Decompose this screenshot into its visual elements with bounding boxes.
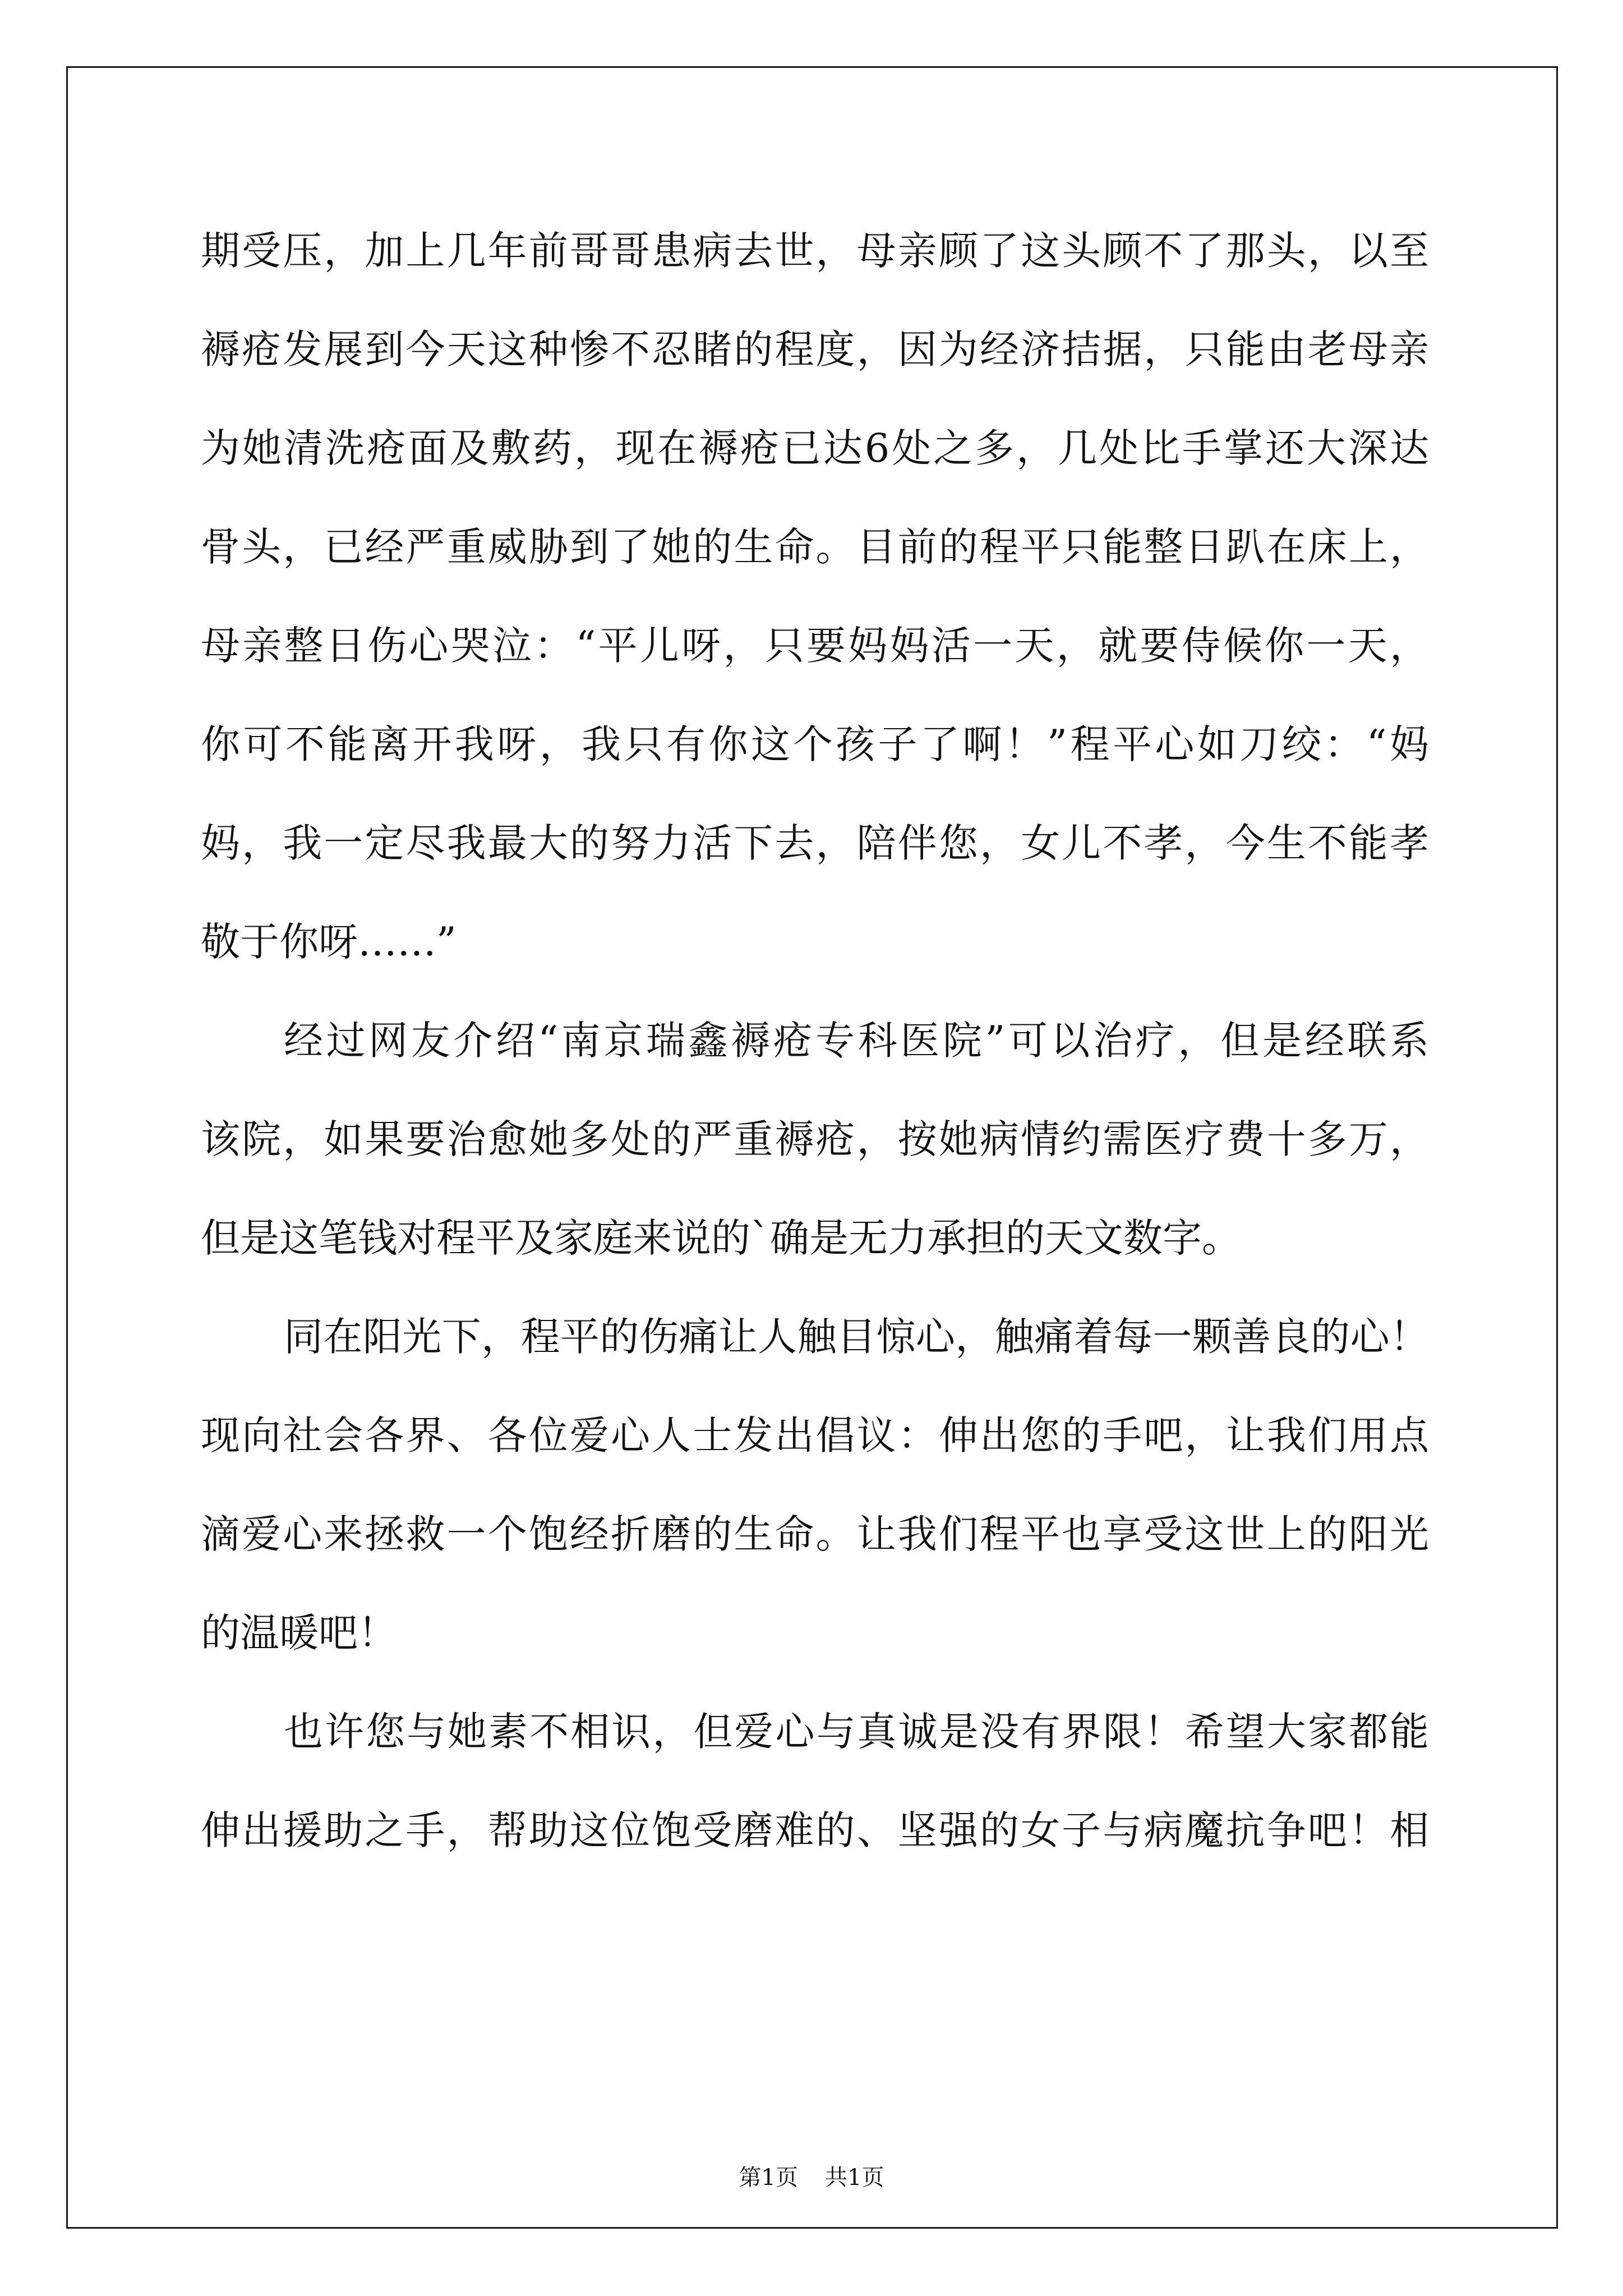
text-line: 滴爱心来拯救一个饱经折磨的生命。让我们程平也享受这世上的阳光: [201, 1511, 1429, 1557]
text-line: 妈，我一定尽我最大的努力活下去，陪伴您，女儿不孝，今生不能孝: [201, 820, 1429, 866]
document-body: [201, 209, 1429, 1887]
text-line: 母亲整日伤心哭泣：“平儿呀，只要妈妈活一天，就要侍候你一天，: [201, 623, 1429, 669]
text-line: 骨头，已经严重威胁到了她的生命。目前的程平只能整日趴在床上，: [201, 524, 1429, 570]
text-line: 伸出援助之手，帮助这位饱受磨难的、坚强的女子与病魔抗争吧！相: [201, 1807, 1429, 1853]
page-number: 第1页: [739, 2165, 798, 2191]
paragraph-first-line: 同在阳光下，程平的伤痛让人触目惊心，触痛着每一颗善良的心！: [284, 1314, 1429, 1360]
text-line: 敬于你呀……”: [201, 919, 457, 965]
paragraph-first-line: 经过网友介绍“南京瑞鑫褥疮专科医院”可以治疗，但是经联系: [284, 1018, 1429, 1064]
text-line: 但是这笔钱对程平及家庭来说的`确是无力承担的天文数字。: [201, 1215, 1241, 1261]
text-line: 褥疮发展到今天这种惨不忍睹的程度，因为经济拮据，只能由老母亲: [201, 326, 1429, 372]
page-footer: [0, 2161, 1623, 2194]
text-line: 该院，如果要治愈她多处的严重褥疮，按她病情约需医疗费十多万，: [201, 1116, 1429, 1162]
page-total: 共1页: [825, 2165, 884, 2191]
text-line: 现向社会各界、各位爱心人士发出倡议：伸出您的手吧，让我们用点: [201, 1412, 1429, 1458]
text-line: 你可不能离开我呀，我只有你这个孩子了啊！”程平心如刀绞：“妈: [201, 721, 1429, 767]
paragraph-first-line: 也许您与她素不相识，但爱心与真诚是没有界限！希望大家都能: [284, 1709, 1429, 1755]
text-line: 为她清洗疮面及敷药，现在褥疮已达6处之多，几处比手掌还大深达: [201, 425, 1429, 471]
text-line: 的温暖吧！: [201, 1610, 397, 1656]
text-line: 期受压，加上几年前哥哥患病去世，母亲顾了这头顾不了那头，以至: [201, 228, 1429, 274]
